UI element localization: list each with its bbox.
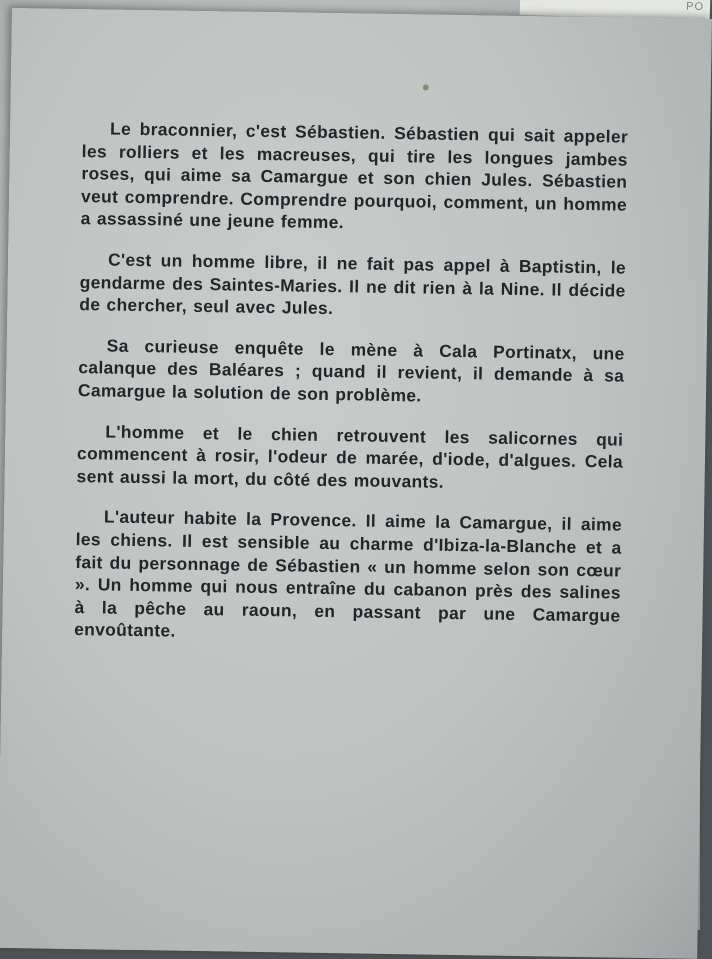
paragraph-5: L'auteur habite la Provence. Il aime la Camargue, il aime les chiens. Il est sensible au charme d'Ibiza-la-Blanche et a fait du personnage de Sébastien « un homme selon son cœur ». Un homme qui nous entraîne du cabanon près des salines à la pêche au raoun, en passant par une Camargue envoûtante. [74, 506, 623, 641]
paragraph-2: C'est un homme libre, il ne fait pas appel à Baptistin, le gendarme des Saintes-Maries. Il ne dit rien à la Nine. Il décide de chercher, seul avec Jules. [79, 249, 627, 319]
blurb-text [74, 117, 628, 667]
book-back-cover [0, 8, 712, 959]
paper-speck [423, 84, 429, 90]
paragraph-4: L'homme et le chien retrouvent les salicornes qui commencent à rosir, l'odeur de marée, d'iode, d'algues. Cela sent aussi la mort, du côté des mouvants. [76, 421, 624, 492]
underlying-sheet-text: PO [685, 0, 705, 14]
paragraph-1: Le braconnier, c'est Sébastien. Sébastien qui sait appeler les rolliers et les macreuses, qui tire les longues jambes roses, qui aime sa Camargue et son chien Jules. Sébastien veut comprendre. Comprendre pourquoi, comment, un homme a assassiné une jeune femme. [80, 118, 629, 233]
paragraph-3: Sa curieuse enquête le mène à Cala Portinatx, une calanque des Baléares ; quand il revient, il demande à sa Camargue la solution de son problème. [77, 335, 625, 406]
